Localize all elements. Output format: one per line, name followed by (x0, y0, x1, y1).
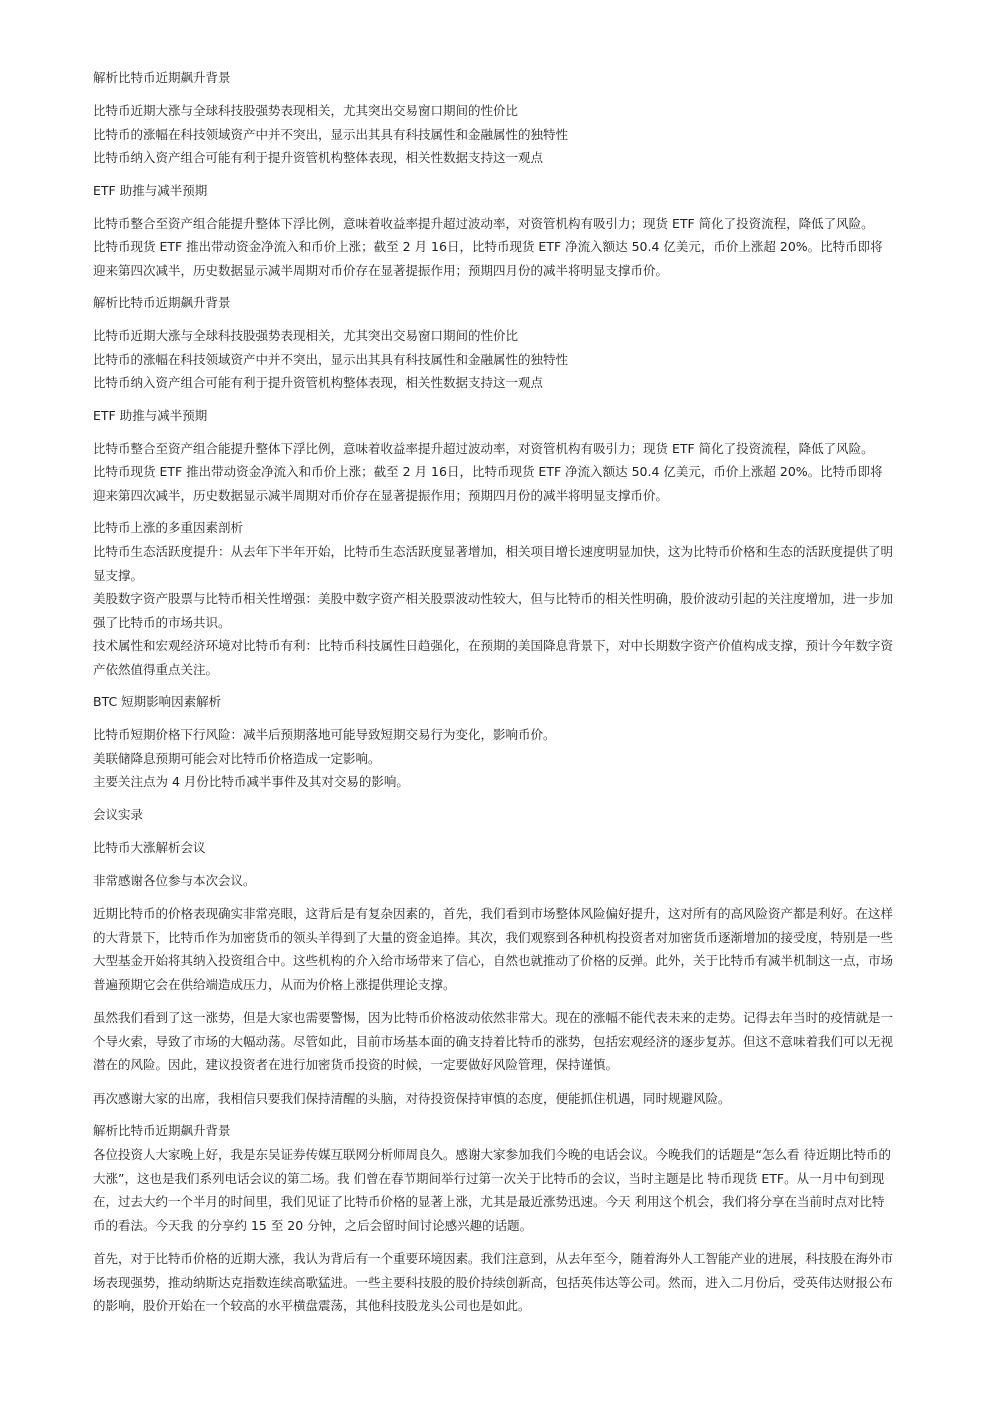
paragraph-line: 比特币纳入资产组合可能有利于提升资管机构整体表现，相关性数据支持这一观点 (93, 375, 544, 390)
paragraph-line: 场表现强势，推动纳斯达克指数连续高歌猛进。一些主要科技股的股价持续创新高，包括英伟达等公司。然而，进入二月份后，受英伟达财报公布 (93, 1274, 894, 1290)
paragraph-line: 显支撑。 (93, 567, 144, 583)
section-heading: 解析比特币近期飙升背景 (93, 70, 231, 85)
paragraph-line: 首先，对于比特币价格的近期大涨，我认为背后有一个重要环境因素。我们注意到，从去年至今，随着海外人工智能产业的进展，科技股在海外市 (93, 1251, 894, 1266)
paragraph-line: 各位投资人大家晚上好，我是东吴证券传媒互联网分析师周良久。感谢大家参加我们今晚的电话会议。今晚我们的话题是“怎么看 待近期比特币的 (93, 1147, 891, 1162)
paragraph-line: 比特币的涨幅在科技领域资产中并不突出，显示出其具有科技属性和金融属性的独特性 (93, 126, 569, 142)
paragraph-line: 的影响，股价开始在一个较高的水平横盘震荡，其他科技股龙头公司也是如此。 (93, 1298, 531, 1313)
paragraph-line: 比特币整合至资产组合能提升整体下浮比例，意味着收益率提升超过波动率，对资管机构有吸引力；现货 ETF 简化了投资流程，降低了风险。 (93, 440, 874, 456)
paragraph-line: 迎来第四次减半，历史数据显示减半周期对币价存在显著提振作用；预期四月份的减半将明显支撑币价。 (93, 487, 669, 503)
section-heading: ETF 助推与减半预期 (93, 407, 208, 423)
paragraph-line: 迎来第四次减半，历史数据显示减半周期对币价存在显著提振作用；预期四月份的减半将明显支撑币价。 (93, 262, 669, 278)
paragraph-line: 强了比特币的市场共识。 (93, 614, 231, 630)
paragraph-line: 比特币短期价格下行风险：减半后预期落地可能导致短期交易行为变化，影响币价。 (93, 727, 556, 742)
paragraph-line: 再次感谢大家的出席，我相信只要我们保持清醒的头脑，对待投资保持审慎的态度，便能抓住机遇，同时规避风险。 (93, 1090, 731, 1106)
paragraph-line: 比特币近期大涨与全球科技股强势表现相关，尤其突出交易窗口期间的性价比 (93, 103, 519, 118)
section-heading: 解析比特币近期飙升背景 (93, 295, 231, 310)
paragraph-line: 比特币纳入资产组合可能有利于提升资管机构整体表现，相关性数据支持这一观点 (93, 150, 544, 165)
paragraph-line: 美股数字资产股票与比特币相关性增强：美股中数字资产相关股票波动性较大，但与比特币的相关性明确，股价波动引起的关注度增加，进一步加 (93, 591, 894, 606)
paragraph-line: 在，过去大约一个半月的时间里，我们见证了比特币价格的显著上涨，尤其是最近涨势迅速。今天 利用这个机会，我们将分享在当前时点对比特 (93, 1194, 885, 1209)
paragraph-line: 虽然我们看到了这一涨势，但是大家也需要警惕，因为比特币价格波动依然非常大。现在的涨幅不能代表未来的走势。记得去年当时的疫情就是一 (93, 1010, 894, 1025)
paragraph-line: 的大背景下，比特币作为加密货币的领头羊得到了大量的资金追捧。其次，我们观察到各种机构投资者对加密货币逐渐增加的接受度，特别是一些 (93, 929, 894, 945)
paragraph-line: 大型基金开始将其纳入投资组合中。这些机构的介入给市场带来了信心，自然也就推动了价格的反弹。此外，关于比特币有减半机制这一点，市场 (93, 953, 894, 968)
section-heading: 会议实录 (93, 806, 144, 822)
paragraph-line: 比特币现货 ETF 推出带动资金净流入和币价上涨；截至 2 月 16日，比特币现货 ETF 净流入额达 50.4 亿美元，币价上涨超 20%。比特币即将 (93, 464, 883, 479)
paragraph-line: 非常感谢各位参与本次会议。 (93, 872, 256, 888)
paragraph-line: 比特币的涨幅在科技领域资产中并不突出，显示出其具有科技属性和金融属性的独特性 (93, 351, 569, 367)
section-heading: ETF 助推与减半预期 (93, 182, 208, 198)
paragraph-line: 比特币生态活跃度提升：从去年下半年开始，比特币生态活跃度显著增加，相关项目增长速度明显加快，这为比特币价格和生态的活跃度提供了明 (93, 544, 894, 559)
paragraph-line: 大涨”，这也是我们系列电话会议的第二场。我 们曾在春节期间举行过第一次关于比特币的会议，当时主题是比 特币现货 ETF。从一月中旬到现 (93, 1170, 885, 1186)
section-heading: 比特币大涨解析会议 (93, 839, 206, 855)
section-heading: BTC 短期影响因素解析 (93, 694, 222, 709)
paragraph-line: 比特币近期大涨与全球科技股强势表现相关，尤其突出交易窗口期间的性价比 (93, 328, 519, 343)
paragraph-line: 币的看法。今天我 的分享约 15 至 20 分钟，之后会留时间讨论感兴趣的话题。 (93, 1217, 533, 1233)
paragraph-line: 比特币整合至资产组合能提升整体下浮比例，意味着收益率提升超过波动率，对资管机构有吸引力；现货 ETF 简化了投资流程，降低了风险。 (93, 215, 874, 231)
paragraph-line: 主要关注点为 4 月份比特币减半事件及其对交易的影响。 (93, 774, 409, 789)
section-heading: 解析比特币近期飙升背景 (93, 1123, 231, 1138)
paragraph-line: 潜在的风险。因此，建议投资者在进行加密货币投资的时候，一定要做好风险管理，保持谨慎。 (93, 1057, 619, 1072)
section-heading: 比特币上涨的多重因素剖析 (93, 520, 244, 535)
paragraph-line: 比特币现货 ETF 推出带动资金净流入和币价上涨；截至 2 月 16日，比特币现货 ETF 净流入额达 50.4 亿美元，币价上涨超 20%。比特币即将 (93, 239, 883, 254)
document-body (93, 66, 943, 1318)
paragraph-line: 产依然值得重点关注。 (93, 661, 219, 677)
paragraph-line: 普遍预期它会在供给端造成压力，从而为价格上涨提供理论支撑。 (93, 976, 456, 992)
paragraph-line: 技术属性和宏观经济环境对比特币有利：比特币科技属性日趋强化，在预期的美国降息背景下，对中长期数字资产价值构成支撑，预计今年数字资 (93, 638, 894, 653)
paragraph-line: 个导火索，导致了市场的大幅动荡。尽管如此，目前市场基本面的确支持着比特币的涨势，包括宏观经济的逐步复苏。但这不意味着我们可以无视 (93, 1033, 894, 1049)
paragraph-line: 近期比特币的价格表现确实非常亮眼，这背后是有复杂因素的，首先，我们看到市场整体风险偏好提升，这对所有的高风险资产都是利好。在这样 (93, 906, 894, 921)
paragraph-line: 美联储降息预期可能会对比特币价格造成一定影响。 (93, 750, 381, 766)
